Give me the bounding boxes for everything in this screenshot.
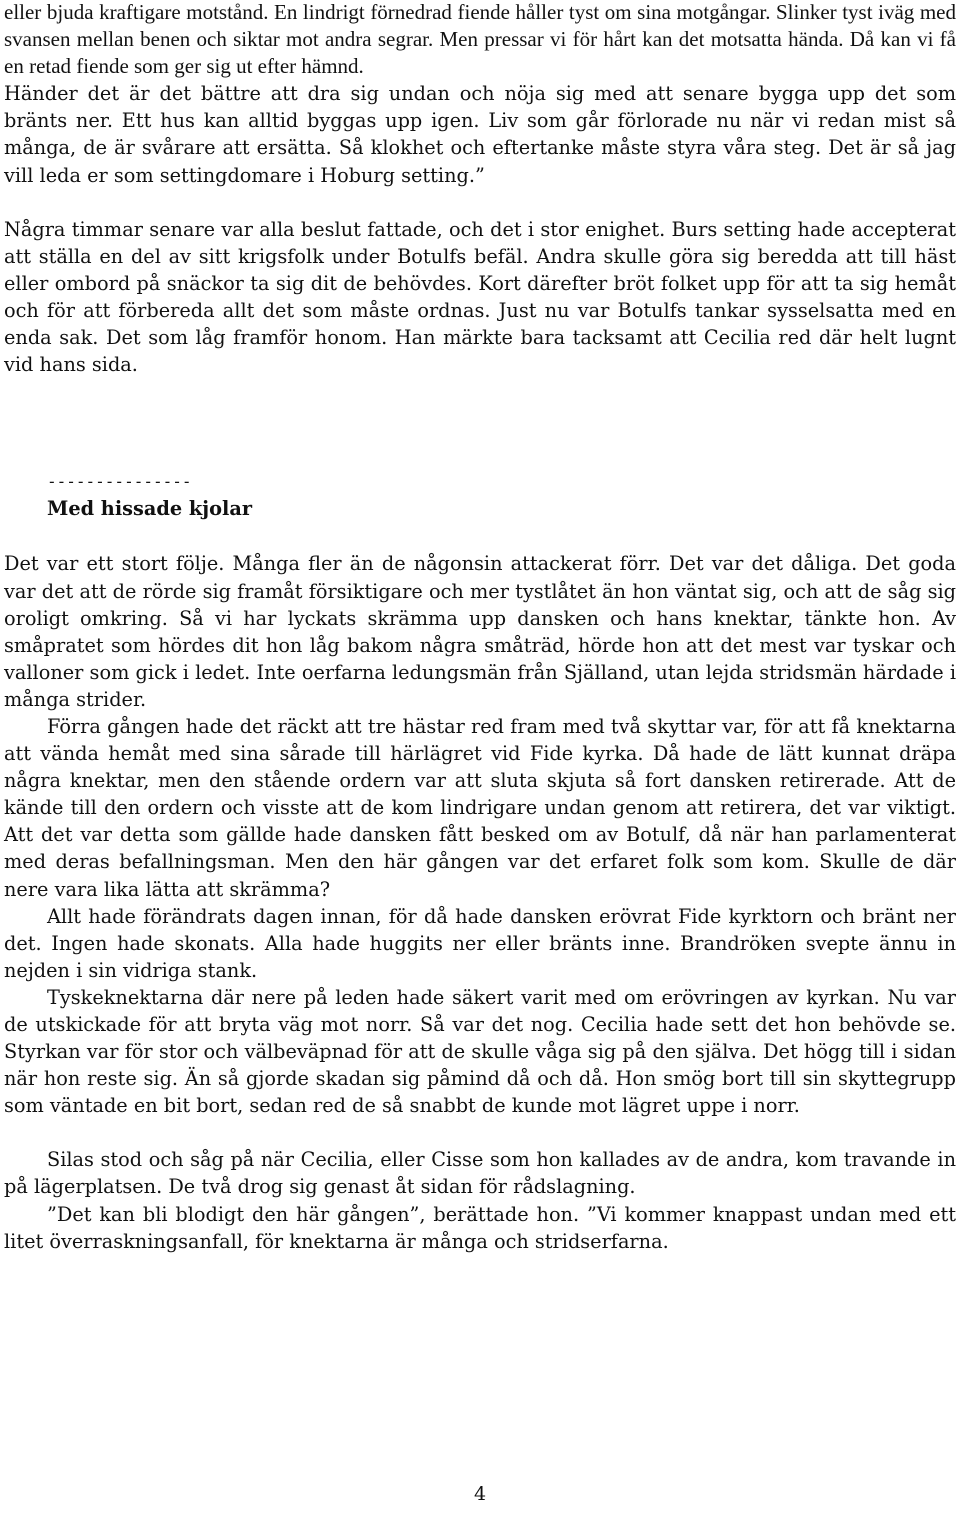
chapter-body	[4, 550, 956, 1119]
final-paragraph-2: ”Det kan bli blodigt den här gången”, berättade hon. ”Vi kommer knappast undan med ett litet överraskningsanfall, för knektarna är många och stridserfarna.	[4, 1202, 956, 1253]
chapter-paragraph-1: Det var ett stort följe. Många fler än de någonsin attackerat förr. Det var det dåliga. Det goda var det att de rörde sig framåt försiktigare och mer tystlåtet än hon väntat sig, och att de såg sig oroligt omkring. Så vi har lyckats skrämma upp dansken och hans knektar, tänkte hon. Av småpratet som hördes dit hon låg bakom några småträd, hörde hon att det mest var tyskar och valloner som gick i ledet. Inte oerfarna ledungsmän från Själland, utan lejda stridsmän härdade i många strider.	[4, 552, 956, 711]
chapter-title: Med hissade kjolar	[47, 497, 252, 521]
page-number: 4	[473, 1483, 487, 1505]
paragraph-decisions: Några timmar senare var alla beslut fattade, och det i stor enighet. Burs setting hade accepterat att ställa en del av sitt krigsfolk under Botulfs befäl. Andra skulle göra sig beredda att till häst eller ombord på snäckor ta sig dit de behövdes. Kort därefter bröt folket upp för att ta sig hemåt och för att förbereda allt det som måste ordnas. Just nu var Botulfs tankar sysselsatta med en enda sak. Det som låg framför honom. Han märkte bara tacksamt att Cecilia red där helt lugnt vid hans sida.	[4, 217, 956, 377]
section-separator: ---------------	[47, 472, 192, 492]
paragraph-top-a: eller bjuda kraftigare motstånd. En lindrigt förnedrad fiende håller tyst om sina motgångar. Slinker tyst iväg med svansen mellan benen och siktar mot andra segrar. Men pressar vi för hårt kan det motsatta hända. Då kan vi få en retad fiende som ger sig ut efter hämnd.	[4, 0, 956, 79]
final-section	[4, 1146, 956, 1254]
chapter-paragraph-4: Tyskeknektarna där nere på leden hade säkert varit med om erövringen av kyrkan. Nu var de utskickade för att bryta väg mot norr. Så var det nog. Cecilia hade sett det hon behövde se. Styrkan var för stor och välbeväpnad för att de skulle våga sig på den själva. Det högg till i sidan när hon reste sig. Än så gjorde skadan sig påmind då och då. Hon smög bort till sin skyttegrupp som väntade en bit bort, sedan red de så snabbt de kunde mot lägret uppe i norr.	[4, 985, 956, 1118]
chapter-paragraph-2: Förra gången hade det räckt att tre hästar red fram med två skyttar var, för att få knektarna att vända hemåt med sina sårade till härlägret vid Fide kyrka. Då hade de lätt kunnat dräpa några knektar, men den stående ordern var att sluta skjuta så fort dansken retirerade. Att de kände till den ordern och visste att de kom lindrigare undan genom att retirera, det var viktigt. Att det var detta som gällde hade dansken fått besked om av Botulf, då när han parlamenterat med deras befallningsman. Men den här gången var det erfaret folk som kom. Skulle de där nere vara lika lätta att skrämma?	[4, 714, 956, 901]
paragraph-top-b: Händer det är det bättre att dra sig undan och nöja sig med att senare bygga upp det som bränts ner. Ett hus kan alltid byggas upp igen. Liv som går förlorade nu när vi redan mist så många, de är svårare att ersätta. Så klokhet och eftertanke måste styra våra steg. Det är så jag vill leda er som settingdomare i Hoburg setting.”	[4, 82, 956, 187]
final-paragraph-1: Silas stod och såg på när Cecilia, eller Cisse som hon kallades av de andra, kom travande in på lägerplatsen. De två drog sig genast åt sidan för rådslagning.	[4, 1148, 956, 1199]
chapter-paragraph-3: Allt hade förändrats dagen innan, för då hade dansken erövrat Fide kyrktorn och bränt ner det. Ingen hade skonats. Alla hade huggits ner eller bränts inne. Brandröken svepte ännu in nejden i sin vidriga stank.	[4, 904, 956, 982]
document-page	[4, 0, 956, 1255]
